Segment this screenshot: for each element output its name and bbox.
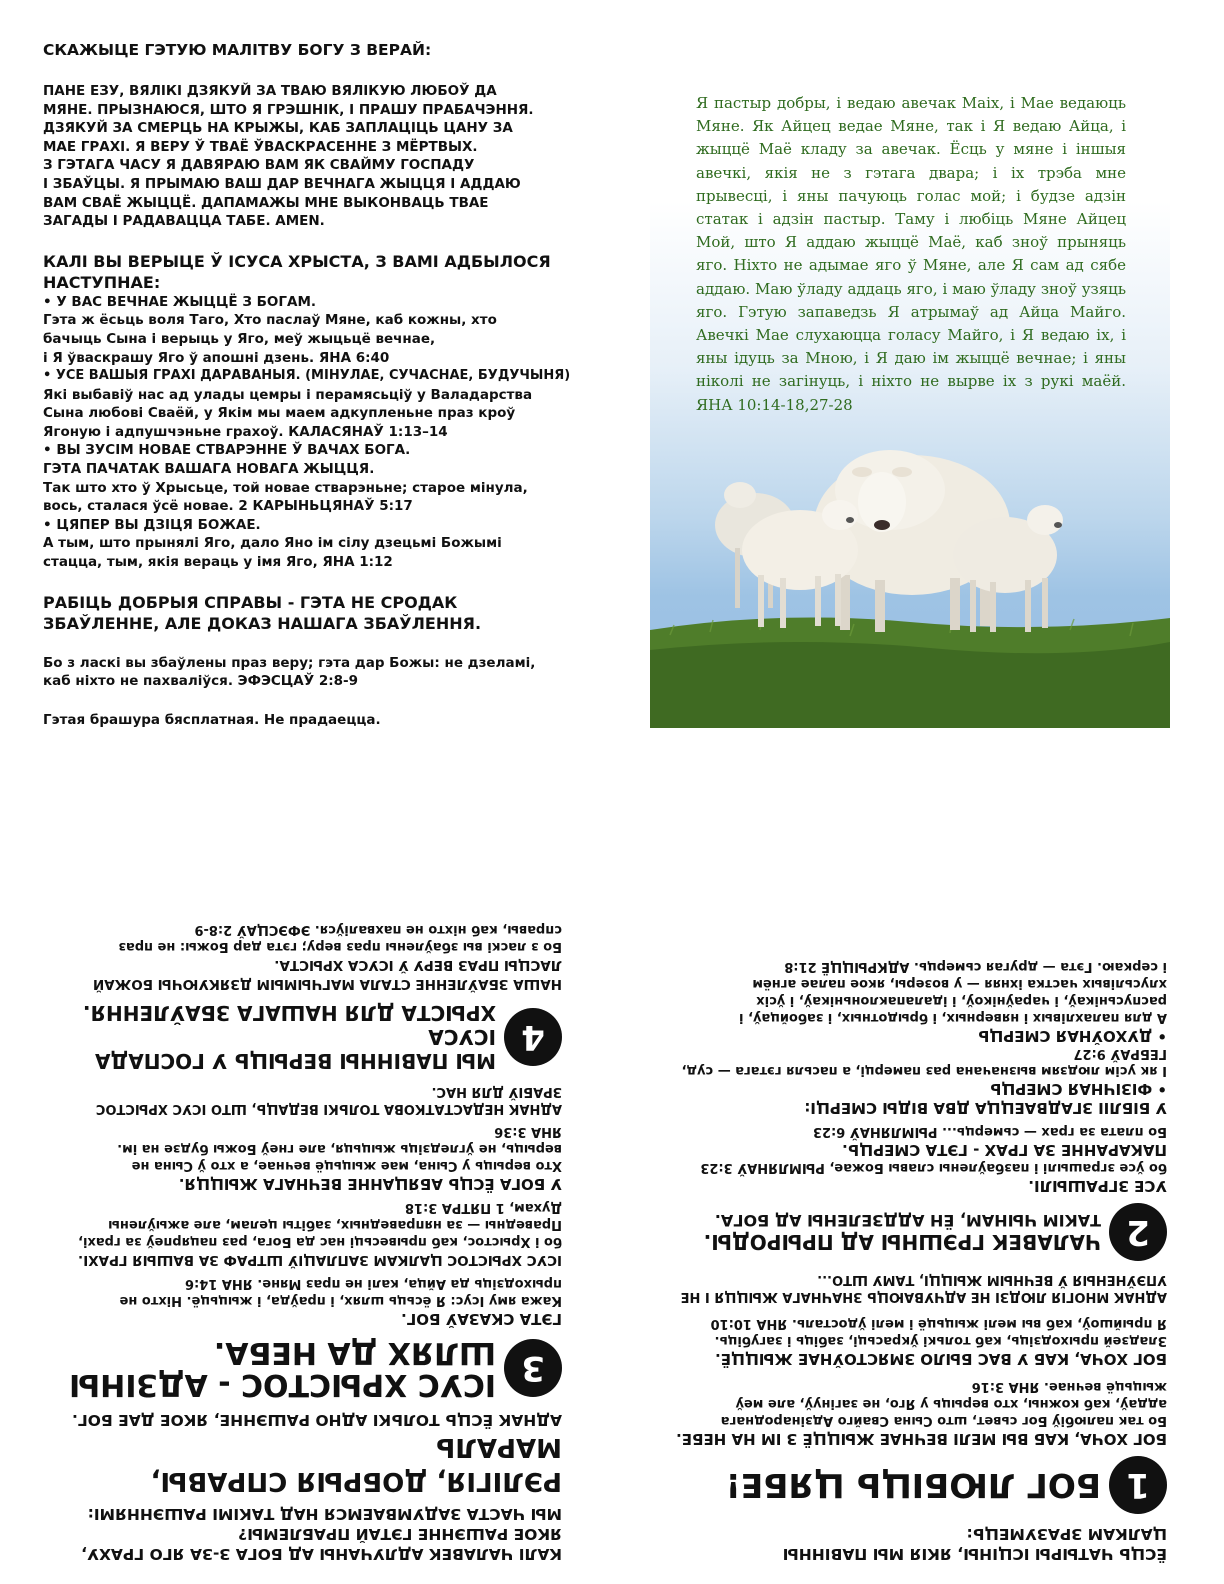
point-3-title: ІСУС ХРЫСТОС - АДЗІНЫ xyxy=(69,1367,496,1402)
point-3-line: бо і Хрыстос, каб прывесьці нас да Бога, раз пацярпеў за грахі, xyxy=(78,1234,562,1249)
point-2-line: ПАКАРАННЕ ЗА ГРАХ - ГЭТА СМЕРЦЬ. xyxy=(842,1141,1167,1159)
point-2-line: У БІБЛІІ ЗГАДВАЕЦЦА ДВА ВІДЫ СМЕРЦІ: xyxy=(804,1099,1167,1117)
question-line: МЫ ЧАСТА ЗАДУМВАЕМСЯ НАД ТАКІМІ РАШЭННЯМІ: xyxy=(87,1505,562,1523)
point-2-title: ЧАЛАВЕК ГРЭШНЫ АД ПРЫРОДЫ. xyxy=(703,1230,1101,1254)
believe-line: стацца, тым, якія вераць у імя Яго, ЯНА 1:12 xyxy=(43,553,393,570)
point-4-title: ХРЫСТА ДЛЯ НАШАГА ЗБАЎЛЕННЯ. xyxy=(82,1001,496,1025)
point-2-line: хлусьлівых частка іхняя — у возеры, якое палае агнём xyxy=(752,976,1167,991)
point-1-header xyxy=(647,1456,1167,1514)
point-2-header xyxy=(647,1203,1167,1261)
prayer-line: ВАМ СВАЁ ЖЫЦЦЁ. ДАПАМАЖЫ МНЕ ВЫКОНВАЦЬ ТВАЕ xyxy=(43,194,489,211)
believe-line: ГЭТА ПАЧАТАК ВАШАГА НОВАГА ЖЫЦЦЯ. xyxy=(43,461,375,477)
point-3-line: АДНАК НЕДАСТАТКОВА ТОЛЬКІ ВЕДАЦЬ, ШТО ІСУС ХРЫСТОС xyxy=(95,1101,562,1116)
believe-line: А тым, што прынялі Яго, дало Яно ім сілу дзецьмі Божымі xyxy=(43,535,502,552)
point-3-line: прыходзіць да Айца, калі не праз Мяне. ЯНА 14:6 xyxy=(184,1276,562,1291)
point-2-line: • ДУХОЎНАЯ СМЕРЦЬ xyxy=(977,1027,1167,1045)
believe-line: • ВЫ ЗУСІМ НОВАЕ СТВАРЭННЕ Ў ВАЧАХ БОГА. xyxy=(43,442,411,459)
point-2-line: ГЕБРАЎ 9:27 xyxy=(1073,1046,1167,1061)
point-1-line: Бо так палюбіў Бог сьвет, што Сына Свайго Адзінароднага xyxy=(720,1413,1167,1428)
believe-line: Ягоную і адпушчэньне грахоў. КАЛАСЯНАЎ 1:13–14 xyxy=(43,423,448,440)
point-3-line: Хто верыць у Сына, мае жыцьцё вечнае, а хто ў Сына не xyxy=(131,1158,562,1173)
point-3-line: Праведны — за няправедных, забіты целам, але ажыўлены xyxy=(108,1217,562,1232)
free-note: Гэтая брашура бясплатная. Не прадаецца. xyxy=(43,711,381,728)
believe-line: • УСЕ ВАШЫЯ ГРАХІ ДАРАВАНЫЯ. (МІНУЛАЕ, СУЧАСНАЕ, БУДУЧЫНЯ) xyxy=(43,368,571,384)
rotated-half xyxy=(0,792,1224,1584)
point-number-4: 4 xyxy=(504,1008,562,1066)
question-tail: АДНАК ЁСЦЬ ТОЛЬКІ АДНО РАШЭННЕ, ЯКОЕ ДАЕ БОГ. xyxy=(71,1411,562,1429)
point-1-line: аддаў, каб кожны, хто верыць у Яго, не загінуў, але меў xyxy=(735,1396,1167,1411)
prayer-line: І ЗБАЎЦЫ. Я ПРЫМАЮ ВАШ ДАР ВЕЧНАГА ЖЫЦЦЯ І АДДАЮ xyxy=(43,175,521,192)
believe-line: бачыць Сына і верыць у Яго, меў жыцьцё вечнае, xyxy=(43,330,436,347)
prayer-line: МАЕ ГРАХІ. Я ВЕРУ Ў ТВАЁ ЎВАСКРАСЕННЕ З МЁРТВЫХ. xyxy=(43,138,478,155)
believe-line: Гэта ж ёсьць воля Таго, Хто паслаў Мяне, каб кожны, хто xyxy=(43,312,497,329)
prayer-line: ПАНЕ ЕЗУ, ВЯЛІКІ ДЗЯКУЙ ЗА ТВАЮ ВЯЛІКУЮ ЛЮБОЎ ДА xyxy=(43,83,497,99)
works-heading: РАБІЦЬ ДОБРЫЯ СПРАВЫ - ГЭТА НЕ СРОДАК xyxy=(43,592,458,612)
works-heading: ЗБАЎЛЕННЕ, АЛЕ ДОКАЗ НАШАГА ЗБАЎЛЕННЯ. xyxy=(43,613,482,633)
point-4-title: МЫ ПАВІННЫ ВЕРЫЦЬ У ГОСПАДА ІСУСА xyxy=(94,1025,496,1073)
truths-column-2 xyxy=(42,921,562,1564)
point-3-title: ШЛЯХ ДА НЕБА. xyxy=(213,1335,496,1370)
point-1-line: БОГ ХОЧА, КАБ У ВАС БЫЛО ЗМЯСТОЎНАЕ ЖЫЦЦЁ. xyxy=(715,1350,1167,1368)
question-line: ЯКОЕ РАШЭННЕ ГЭТАЙ ПРАБЛЕМЫ? xyxy=(238,1525,562,1543)
truths-intro: ЁСЦЬ ЧАТЫРЫ ІСЦІНЫ, ЯКІЯ МЫ ПАВІННЫ xyxy=(782,1545,1167,1563)
point-2-line: бо ўсе зграшылі і пазбаўлены славы Божае, РЫМЛЯНАЎ 3:23 xyxy=(700,1160,1167,1175)
question-options: РЭЛІГІЯ, ДОБРЫЯ СПРАВЫ, МАРАЛЬ xyxy=(150,1432,562,1496)
point-2-line: І як усім людзям вызначана раз памерці, а пасьля гэтага — суд, xyxy=(681,1063,1167,1078)
point-4-line: Бо з ласкі вы збаўлены праз веру; гэта дар Божы: не праз xyxy=(118,939,562,954)
point-number-1: 1 xyxy=(1109,1456,1167,1514)
believe-heading: НАСТУПНАЕ: xyxy=(43,272,161,292)
prayer-line: З ГЭТАГА ЧАСУ Я ДАВЯРАЮ ВАМ ЯК СВАЙМУ ГОСПАДУ xyxy=(43,157,475,174)
point-1-line: УПЭЎНЕНЫЯ Ў ВЕЧНЫМ ЖЫЦЦІ, ТАМУ ШТО... xyxy=(817,1272,1167,1287)
verse-panel xyxy=(650,70,1170,728)
point-3-line: ГЭТА СКАЗАЎ БОГ. xyxy=(400,1310,562,1328)
works-line: Бо з ласкі вы збаўлены праз веру; гэта дар Божы: не дзеламі, xyxy=(43,654,536,671)
point-number-3: 3 xyxy=(504,1339,562,1397)
believe-line: • ЦЯПЕР ВЫ ДЗІЦЯ БОЖАЕ. xyxy=(43,516,261,533)
truths-intro: ЦАЛКАМ ЗРАЗУМЕЦЬ: xyxy=(966,1525,1167,1543)
point-3-line: ЯНА 3:36 xyxy=(494,1124,562,1139)
question-line: КАЛІ ЧАЛАВЕК АДЛУЧАНЫ АД БОГА З-ЗА ЯГО ГРАХУ, xyxy=(81,1545,562,1563)
believe-line: Так што хто ў Хрысьце, той новае стварэньне; старое мінула, xyxy=(43,479,528,496)
prayer-line: МЯНЕ. ПРЫЗНАЮСЯ, ШТО Я ГРЭШНІК, І ПРАШУ ПРАБАЧЭННЯ. xyxy=(43,101,534,118)
point-2-line: і серкаю. Гэта — другая сьмерць. АДКРЫЦЦЁ 21:8 xyxy=(784,959,1167,974)
point-4-line: справы, каб ніхто не пахваліўся. ЭФЭСЦАЎ 2:8-9 xyxy=(194,922,562,937)
point-3-line: ІСУС ХРЫСТОС ЦАЛКАМ ЗАПЛАЦІЎ ШТРАФ ЗА ВАШЫЯ ГРАХІ. xyxy=(78,1252,562,1268)
point-1-line: жыцьцё вечнае. ЯНА 3:16 xyxy=(971,1379,1167,1394)
works-line: каб ніхто не пахваліўся. ЭФЭСЦАЎ 2:8-9 xyxy=(43,673,359,690)
point-3-line: ЗРАБІЎ ДЛЯ НАС. xyxy=(431,1084,562,1099)
believe-line: і Я ўваскрашу Яго ў апошні дзень. ЯНА 6:40 xyxy=(43,349,390,366)
point-2-line: Бо плата за грах — сьмерць... РЫМЛЯНАЎ 6:23 xyxy=(812,1124,1167,1139)
point-3-line: Духам, 1 ПЯТРА 3:18 xyxy=(404,1200,562,1215)
point-2-line: УСЕ ЗГРАШЫЛІ. xyxy=(1028,1177,1167,1195)
point-4-header xyxy=(42,1001,562,1073)
prayer-line: ДЗЯКУЙ ЗА СМЕРЦЬ НА КРЫЖЫ, КАБ ЗАПЛАЦІЦЬ ЦАНУ ЗА xyxy=(43,120,513,137)
truths-column-1 xyxy=(647,958,1167,1564)
point-1-line: БОГ ХОЧА, КАБ ВЫ МЕЛІ ВЕЧНАЕ ЖЫЦЦЁ З ІМ НА НЕБЕ. xyxy=(676,1430,1167,1448)
believe-line: • У ВАС ВЕЧНАЕ ЖЫЦЦЁ З БОГАМ. xyxy=(43,293,317,310)
prayer-line: ЗАГАДЫ І РАДАВАЦЦА ТАБЕ. AMEN. xyxy=(43,213,325,230)
bible-verse: Я пастыр добры, і ведаю авечак Маіх, і Мае ведаюць Мяне. Як Айцец ведае Мяне, так і Я ведаю Айца, і жыццё Маё кладу за авечак. Ёсць у мяне і іншыя авечкі, якія не з гэтага двара; і іх трэба мне прывесці, і яны пачуюць голас мой; і будзе адзін статак і адзін пастыр. Таму і любіць Мяне Айцец Мой, што Я аддаю жыццё Маё, каб зноў прыняць яго. Ніхто не адымае яго ў Мяне, але Я сам ад сябе аддаю. Маю ўладу аддаць яго, і маю ўладу зноў узяць яго. Гэтую запаведзь Я атрымаў ад Айца Майго. Авечкі Мае слухаюцца голасу Майго, і Я ведаю іх, і яны ідуць за Мною, і Я даю ім жыццё вечнае; і яны ніколі не загінуць, і ніхто не вырве іх з рукі маёй. ЯНА 10:14-18,27-28 xyxy=(696,94,1126,414)
point-2-title: ТАКІМ ЧЫНАМ, ЁН АДДЗЕЛЕНЫ АД БОГА. xyxy=(714,1211,1101,1230)
point-3-line: У БОГА ЁСЦЬ АБЯЦАННЕ ВЕЧНАГА ЖЫЦЦЯ. xyxy=(178,1175,562,1193)
point-1-line: Я прыйшоў, каб вы мелі жыцьцё і мелі ўдосталь. ЯНА 10:10 xyxy=(710,1316,1167,1331)
point-2-line: А для палахлівых і няверных, і брыдотных, і забойцаў, і xyxy=(739,1010,1167,1025)
point-4-line: ЛАСЦЫ ПРАЗ ВЕРУ Ў ІСУСА ХРЫСТА. xyxy=(274,957,562,973)
believe-line: вось, сталася ўсё новае. 2 КАРЫНЬЦЯНАЎ 5:17 xyxy=(43,498,413,515)
point-2-line: • ФІЗІЧНАЯ СМЕРЦЬ xyxy=(989,1080,1167,1098)
prayer-heading: СКАЖЫЦЕ ГЭТУЮ МАЛІТВУ БОГУ З ВЕРАЙ: xyxy=(43,41,432,59)
point-number-2: 2 xyxy=(1109,1203,1167,1261)
point-1-title: БОГ ЛЮБІЦЬ ЦЯБЕ! xyxy=(725,1466,1101,1505)
point-2-line: распусьнікаў, і чараўнікоў, і ідалапаклоньнікаў, і ўсіх xyxy=(756,993,1167,1008)
point-1-line: АДНАК МНОГІЯ ЛЮДЗІ НЕ АДЧУВАЮЦЬ ЗНАЧНАГА ЖЫЦЦЯ І НЕ xyxy=(680,1289,1167,1304)
point-3-line: верыць, не ўгледзіць жыцьця, але гнеў Божы будзе на ім. xyxy=(117,1141,562,1156)
believe-line: Сына любові Сваёй, у Якім мы маем адкупленьне праз кроў xyxy=(43,405,516,422)
point-3-line: Кажа яму Ісус: Я ёсьць шлях, і праўда, і жыцьцё. Ніхто не xyxy=(119,1293,562,1308)
point-4-line: НАША ЗБАЎЛЕННЕ СТАЛА МАГЧЫМЫМ ДЗЯКУЮЧЫ БОЖАЙ xyxy=(92,976,562,992)
point-1-line: Зладзей прыходзіць, каб толькі ўкрасьці, забіць і загубіць. xyxy=(714,1333,1167,1348)
point-3-header xyxy=(42,1336,562,1400)
believe-line: Які выбавіў нас ад улады цемры і перамясьціў у Валадарства xyxy=(43,386,533,403)
prayer-section xyxy=(43,40,583,729)
believe-heading: КАЛІ ВЫ ВЕРЫЦЕ Ў ІСУСА ХРЫСТА, З ВАМІ АДБЫЛОСЯ xyxy=(43,251,551,271)
